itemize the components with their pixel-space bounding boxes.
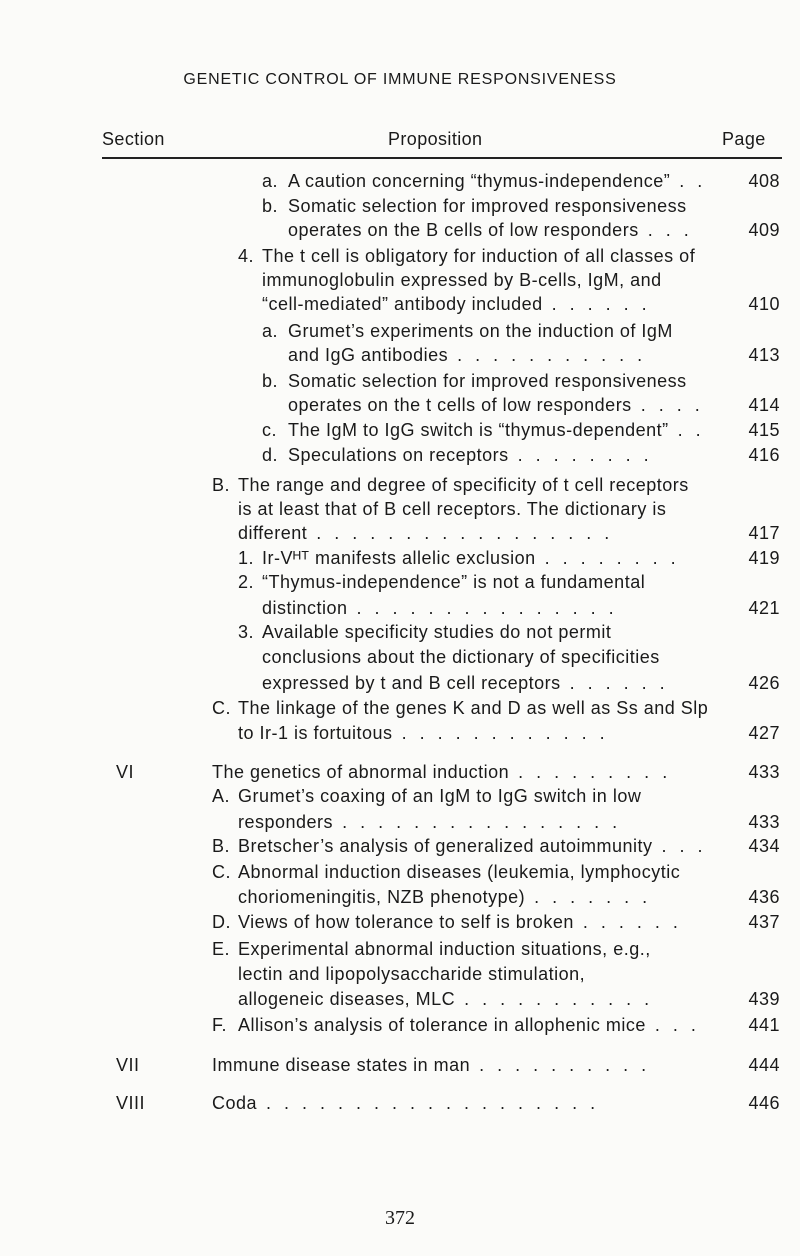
- entry-title: [288, 218, 712, 243]
- column-headers: [0, 129, 800, 153]
- entry-text: Ir-Vᴴᵀ manifests allelic exclusion: [262, 548, 536, 568]
- section-number: VIII: [116, 1093, 146, 1113]
- page-ref: 421: [748, 598, 780, 618]
- page-ref: 446: [748, 1093, 780, 1113]
- entry-text: “cell-mediated” antibody included: [262, 294, 543, 314]
- entry-title: [238, 810, 712, 835]
- entry-title: [238, 885, 712, 910]
- toc-entry: [0, 1053, 800, 1078]
- toc-entry: [0, 521, 800, 546]
- page-ref: 434: [748, 836, 780, 856]
- entry-text: to Ir-1 is fortuitous: [238, 723, 393, 743]
- toc-entry: [0, 292, 800, 317]
- toc-entry: [0, 987, 800, 1012]
- entry-title: [238, 962, 712, 987]
- entry-text: responders: [238, 812, 334, 832]
- toc-entry: [0, 810, 800, 835]
- toc-entry: [0, 244, 800, 269]
- entry-title: [262, 596, 712, 621]
- dot-leader: . . . . . . .: [525, 887, 652, 907]
- entry-text: different: [238, 523, 308, 543]
- page-ref: 433: [748, 812, 780, 832]
- dot-leader: . . .: [638, 220, 693, 240]
- page-ref: 408: [748, 171, 780, 191]
- toc-entry: [0, 319, 800, 344]
- entry-text: Somatic selection for improved responsiveness: [288, 196, 687, 216]
- dot-leader: . . . . . . . . .: [509, 762, 672, 782]
- page-ref: 427: [748, 723, 780, 743]
- entry-title: [262, 292, 712, 317]
- entry-text: operates on the B cells of low responders: [288, 220, 639, 240]
- toc-entry: [0, 834, 800, 859]
- dot-leader: . .: [668, 420, 705, 440]
- entry-title: [212, 1091, 712, 1116]
- page-ref: 441: [748, 1015, 780, 1035]
- page-ref: 409: [748, 220, 780, 240]
- entry-text: The genetics of abnormal induction: [212, 762, 510, 782]
- dot-leader: . . . . . . . . . . .: [455, 989, 654, 1009]
- entry-text: lectin and lipopolysaccharide stimulation,: [238, 964, 586, 984]
- entry-text: The linkage of the genes K and D as well as Ss and Slp: [238, 698, 709, 718]
- entry-title: [288, 194, 712, 219]
- entry-title: [238, 987, 712, 1012]
- entry-title: [262, 570, 712, 595]
- toc-entry: [0, 885, 800, 910]
- entry-marker: A.: [212, 786, 231, 806]
- page-ref: 417: [748, 523, 780, 543]
- entry-title: [288, 343, 712, 368]
- toc-entry: [0, 937, 800, 962]
- page-ref: 444: [748, 1055, 780, 1075]
- entry-title: [288, 169, 712, 194]
- entry-text: Abnormal induction diseases (leukemia, lymphocytic: [238, 862, 681, 882]
- section-number: VII: [116, 1055, 140, 1075]
- entry-title: [238, 473, 712, 498]
- entry-title: [238, 860, 712, 885]
- entry-title: [238, 721, 712, 746]
- toc-entry: [0, 784, 800, 809]
- page-column-header: Page: [722, 129, 766, 149]
- entry-marker: B.: [212, 836, 231, 856]
- entry-text: Grumet’s experiments on the induction of IgM: [288, 321, 673, 341]
- entry-text: conclusions about the dictionary of specificities: [262, 647, 660, 667]
- dot-leader: . . . . . . . .: [508, 445, 653, 465]
- toc-entry: [0, 473, 800, 498]
- entry-text: immunoglobulin expressed by B-cells, IgM, and: [262, 270, 662, 290]
- entry-title: [212, 760, 712, 785]
- page-ref: 410: [748, 294, 780, 314]
- toc-entry: [0, 760, 800, 785]
- dot-leader: . . . . . . . .: [535, 548, 680, 568]
- entry-marker: D.: [212, 912, 231, 932]
- entry-text: and IgG antibodies: [288, 345, 449, 365]
- toc-entry: [0, 443, 800, 468]
- entry-title: [288, 418, 712, 443]
- toc-entry: [0, 343, 800, 368]
- toc-entry: [0, 596, 800, 621]
- entry-marker: 2.: [238, 572, 255, 592]
- entry-text: “Thymus-independence” is not a fundamental: [262, 572, 646, 592]
- toc-entry: [0, 369, 800, 394]
- toc-entry: [0, 721, 800, 746]
- entry-text: The IgM to IgG switch is “thymus-dependent”: [288, 420, 669, 440]
- entry-marker: b.: [262, 196, 279, 216]
- page-ref: 415: [748, 420, 780, 440]
- entry-title: [262, 620, 712, 645]
- entry-title: [262, 645, 712, 670]
- entry-title: [238, 497, 712, 522]
- dot-leader: . . . . . . . . . .: [470, 1055, 651, 1075]
- page-ref: 437: [748, 912, 780, 932]
- entry-title: [238, 696, 712, 721]
- dot-leader: . . . . . .: [542, 294, 651, 314]
- entry-marker: a.: [262, 171, 279, 191]
- entry-marker: 3.: [238, 622, 255, 642]
- entry-text: Views of how tolerance to self is broken: [238, 912, 574, 932]
- entry-title: [238, 834, 712, 859]
- dot-leader: . . .: [645, 1015, 700, 1035]
- toc-entry: [0, 620, 800, 645]
- section-number: VI: [116, 762, 135, 782]
- toc-entry: [0, 860, 800, 885]
- entry-title: [238, 521, 712, 546]
- entry-marker: d.: [262, 445, 279, 465]
- page-ref: 426: [748, 673, 780, 693]
- toc-entry: [0, 671, 800, 696]
- page-number: 372: [385, 1207, 415, 1229]
- entry-title: [262, 546, 712, 571]
- entry-title: [212, 1053, 712, 1078]
- entry-marker: E.: [212, 939, 231, 959]
- entry-text: Speculations on receptors: [288, 445, 509, 465]
- header-rule: [102, 157, 782, 159]
- entry-title: [288, 319, 712, 344]
- dot-leader: . . . .: [631, 395, 704, 415]
- page-ref: 436: [748, 887, 780, 907]
- toc-entry: [0, 962, 800, 987]
- toc-entry: [0, 546, 800, 571]
- entry-text: Immune disease states in man: [212, 1055, 471, 1075]
- dot-leader: . . . . . . . . . . . . . . . . . . .: [257, 1093, 600, 1113]
- entry-marker: F.: [212, 1015, 228, 1035]
- entry-title: [262, 268, 712, 293]
- page-ref: 413: [748, 345, 780, 365]
- entry-marker: B.: [212, 475, 231, 495]
- entry-text: expressed by t and B cell receptors: [262, 673, 561, 693]
- entry-text: distinction: [262, 598, 348, 618]
- entry-text: Allison’s analysis of tolerance in allophenic mice: [238, 1015, 646, 1035]
- toc-entry: [0, 1091, 800, 1116]
- toc-entry: [0, 393, 800, 418]
- entry-text: The range and degree of specificity of t cell receptors: [238, 475, 689, 495]
- entry-text: choriomeningitis, NZB phenotype): [238, 887, 526, 907]
- toc-entry: [0, 169, 800, 194]
- entry-text: Somatic selection for improved responsiveness: [288, 371, 687, 391]
- dot-leader: . . . . . . . . . . . . . . . . .: [307, 523, 614, 543]
- entry-title: [238, 937, 712, 962]
- page-ref: 414: [748, 395, 780, 415]
- proposition-column-header: Proposition: [388, 129, 483, 149]
- entry-text: Experimental abnormal induction situations, e.g.,: [238, 939, 651, 959]
- toc-entry: [0, 268, 800, 293]
- entry-title: [262, 244, 712, 269]
- entry-marker: b.: [262, 371, 279, 391]
- dot-leader: . . . . . . . . . . .: [448, 345, 647, 365]
- entry-text: operates on the t cells of low responders: [288, 395, 632, 415]
- entry-text: Coda: [212, 1093, 258, 1113]
- entry-text: allogeneic diseases, MLC: [238, 989, 456, 1009]
- toc-entry: [0, 418, 800, 443]
- entry-text: Bretscher’s analysis of generalized autoimmunity: [238, 836, 653, 856]
- entry-text: Grumet’s coaxing of an IgM to IgG switch in low: [238, 786, 642, 806]
- entry-marker: 4.: [238, 246, 255, 266]
- section-column-header: Section: [102, 129, 165, 149]
- dot-leader: . . . . . . . . . . . .: [392, 723, 609, 743]
- entry-text: The t cell is obligatory for induction of all classes of: [262, 246, 696, 266]
- entry-title: [288, 443, 712, 468]
- toc-entry: [0, 218, 800, 243]
- dot-leader: . . . . . . . . . . . . . . .: [347, 598, 618, 618]
- entry-marker: 1.: [238, 548, 255, 568]
- entry-title: [288, 393, 712, 418]
- toc-entry: [0, 645, 800, 670]
- entry-title: [238, 910, 712, 935]
- entry-marker: C.: [212, 862, 231, 882]
- page-ref: 419: [748, 548, 780, 568]
- toc-entry: [0, 194, 800, 219]
- toc-entry: [0, 910, 800, 935]
- entry-title: [262, 671, 712, 696]
- dot-leader: . .: [670, 171, 707, 191]
- entry-title: [288, 369, 712, 394]
- page-ref: 433: [748, 762, 780, 782]
- entry-text: A caution concerning “thymus-independence”: [288, 171, 671, 191]
- entry-title: [238, 1013, 712, 1038]
- dot-leader: . . . . . . . . . . . . . . . .: [333, 812, 622, 832]
- entry-marker: a.: [262, 321, 279, 341]
- toc-entry: [0, 1013, 800, 1038]
- entry-text: Available specificity studies do not permit: [262, 622, 612, 642]
- dot-leader: . . .: [652, 836, 707, 856]
- entry-text: is at least that of B cell receptors. The dictionary is: [238, 499, 667, 519]
- page-ref: 439: [748, 989, 780, 1009]
- dot-leader: . . . . . .: [573, 912, 682, 932]
- toc-entry: [0, 696, 800, 721]
- running-head: GENETIC CONTROL OF IMMUNE RESPONSIVENESS: [183, 71, 617, 88]
- entry-marker: C.: [212, 698, 231, 718]
- page-ref: 416: [748, 445, 780, 465]
- dot-leader: . . . . . .: [560, 673, 669, 693]
- entry-title: [238, 784, 712, 809]
- toc-entry: [0, 497, 800, 522]
- toc-entry: [0, 570, 800, 595]
- entry-marker: c.: [262, 420, 278, 440]
